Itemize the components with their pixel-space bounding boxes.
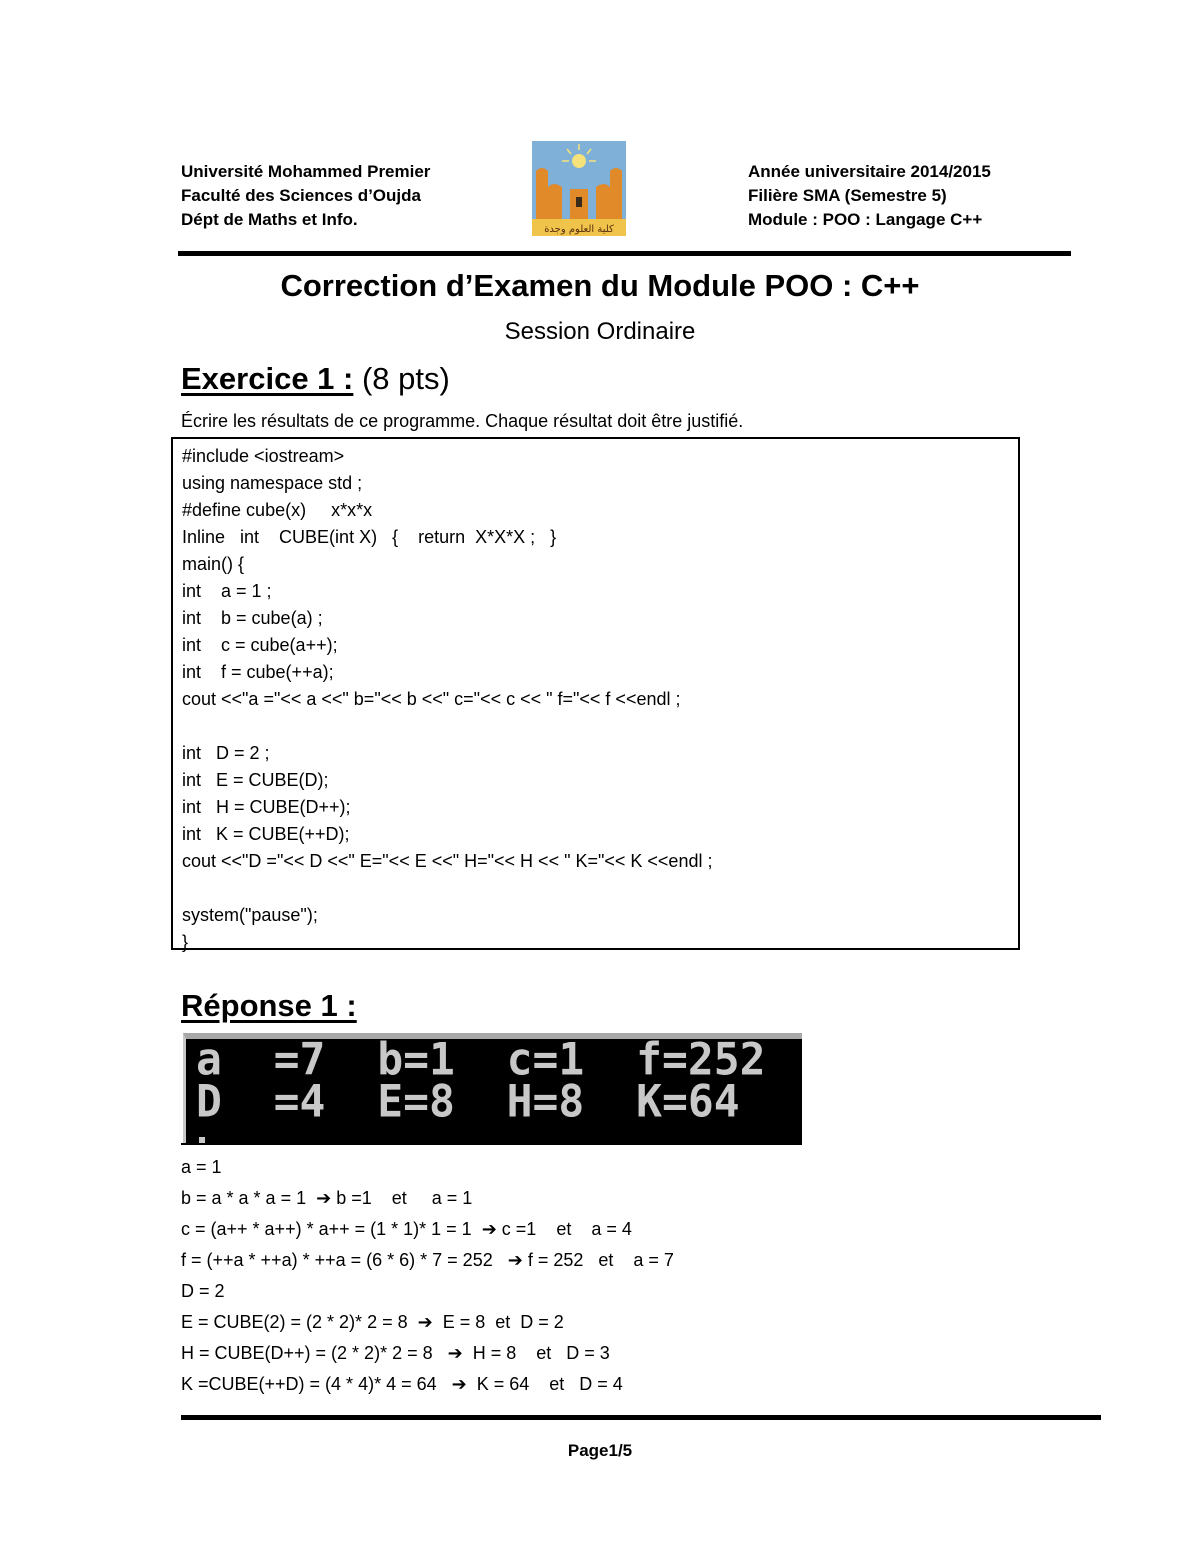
code-line: using namespace std ; [182, 473, 363, 493]
university-name: Université Mohammed Premier [181, 162, 431, 181]
answer-line [181, 1152, 674, 1183]
answer-expression: b = a * a * a = 1 [181, 1188, 317, 1208]
answer-line [181, 1183, 674, 1214]
code-line: int a = 1 ; [182, 581, 272, 601]
document-subtitle: Session Ordinaire [504, 318, 696, 345]
console-line: D =4 E=8 H=8 K=64 [196, 1076, 740, 1128]
answer-line [181, 1214, 674, 1245]
console-output [183, 1033, 802, 1143]
exercise-1-points: (8 pts) [353, 361, 450, 396]
module-name: Module : POO : Langage C++ [748, 210, 983, 229]
faculty-logo-icon [532, 141, 626, 236]
arrow-right-icon: ➔ [507, 1250, 523, 1271]
code-line: cout <<"a ="<< a <<" b="<< b <<" c="<< c << " f="<< f <<endl ; [182, 689, 681, 709]
exercise-1-label: Exercice 1 : [181, 361, 354, 396]
code-line: #include <iostream> [182, 446, 345, 466]
answer-result: K = 64 et D = 4 [466, 1374, 623, 1394]
exercise-1-heading [181, 358, 450, 400]
code-line: int D = 2 ; [182, 743, 270, 763]
console-line: a =7 b=1 c=1 f=252 [196, 1034, 766, 1086]
code-line: cout <<"D ="<< D <<" E="<< E <<" H="<< H << " K="<< K <<endl ; [182, 851, 713, 871]
code-line: #define cube(x) x*x*x [182, 500, 373, 520]
code-line: int H = CUBE(D++); [182, 797, 351, 817]
department-name: Dépt de Maths et Info. [181, 210, 358, 229]
code-line: int K = CUBE(++D); [182, 824, 350, 844]
arrow-right-icon: ➔ [451, 1374, 467, 1395]
arrow-right-icon: ➔ [481, 1219, 497, 1240]
answer-line [181, 1245, 674, 1276]
answer-list [181, 1152, 674, 1400]
document-title: Correction d’Examen du Module POO : C++ [280, 268, 920, 303]
answer-result: E = 8 et D = 2 [432, 1312, 564, 1332]
answer-line [181, 1338, 674, 1369]
svg-text:كلية العلوم وجدة: كلية العلوم وجدة [544, 224, 614, 235]
answer-expression: c = (a++ * a++) * a++ = (1 * 1)* 1 = 1 [181, 1219, 482, 1239]
academic-year: Année universitaire 2014/2015 [748, 162, 991, 181]
code-line [182, 875, 1018, 902]
answer-line [181, 1276, 674, 1307]
academic-info-block [748, 160, 991, 232]
code-line: main() { [182, 554, 245, 574]
answer-expression: D = 2 [181, 1281, 225, 1301]
code-line: int E = CUBE(D); [182, 770, 329, 790]
arrow-right-icon: ➔ [447, 1343, 463, 1364]
code-listing [171, 437, 1020, 950]
code-line: int c = cube(a++); [182, 635, 338, 655]
answer-result: H = 8 et D = 3 [462, 1343, 610, 1363]
arrow-right-icon: ➔ [316, 1188, 332, 1209]
answer-expression: H = CUBE(D++) = (2 * 2)* 2 = 8 [181, 1343, 448, 1363]
footer-divider [181, 1415, 1101, 1420]
answer-result: b =1 et a = 1 [331, 1188, 473, 1208]
answer-expression: a = 1 [181, 1157, 222, 1177]
answer-line [181, 1307, 674, 1338]
code-line: } [182, 932, 189, 952]
institution-block [181, 160, 430, 232]
program-name: Filière SMA (Semestre 5) [748, 186, 947, 205]
page-number: Page1/5 [567, 1441, 633, 1460]
answer-result: c =1 et a = 4 [496, 1219, 632, 1239]
faculty-name: Faculté des Sciences d’Oujda [181, 186, 421, 205]
answer-line [181, 1369, 674, 1400]
response-1-heading: Réponse 1 : [181, 988, 357, 1023]
console-divider [181, 1143, 802, 1145]
code-line: system("pause"); [182, 905, 318, 925]
exercise-1-instruction: Écrire les résultats de ce programme. Chaque résultat doit être justifié. [181, 411, 744, 431]
arrow-right-icon: ➔ [417, 1312, 433, 1333]
header-divider [178, 251, 1071, 256]
answer-expression: f = (++a * ++a) * ++a = (6 * 6) * 7 = 252 [181, 1250, 508, 1270]
code-line: Inline int CUBE(int X) { return X*X*X ; } [182, 527, 557, 547]
answer-expression: E = CUBE(2) = (2 * 2)* 2 = 8 [181, 1312, 418, 1332]
answer-result: f = 252 et a = 7 [522, 1250, 674, 1270]
code-line [182, 713, 1018, 740]
answer-expression: K =CUBE(++D) = (4 * 4)* 4 = 64 [181, 1374, 452, 1394]
code-line: int b = cube(a) ; [182, 608, 323, 628]
code-line: int f = cube(++a); [182, 662, 334, 682]
faculty-logo [532, 141, 626, 236]
